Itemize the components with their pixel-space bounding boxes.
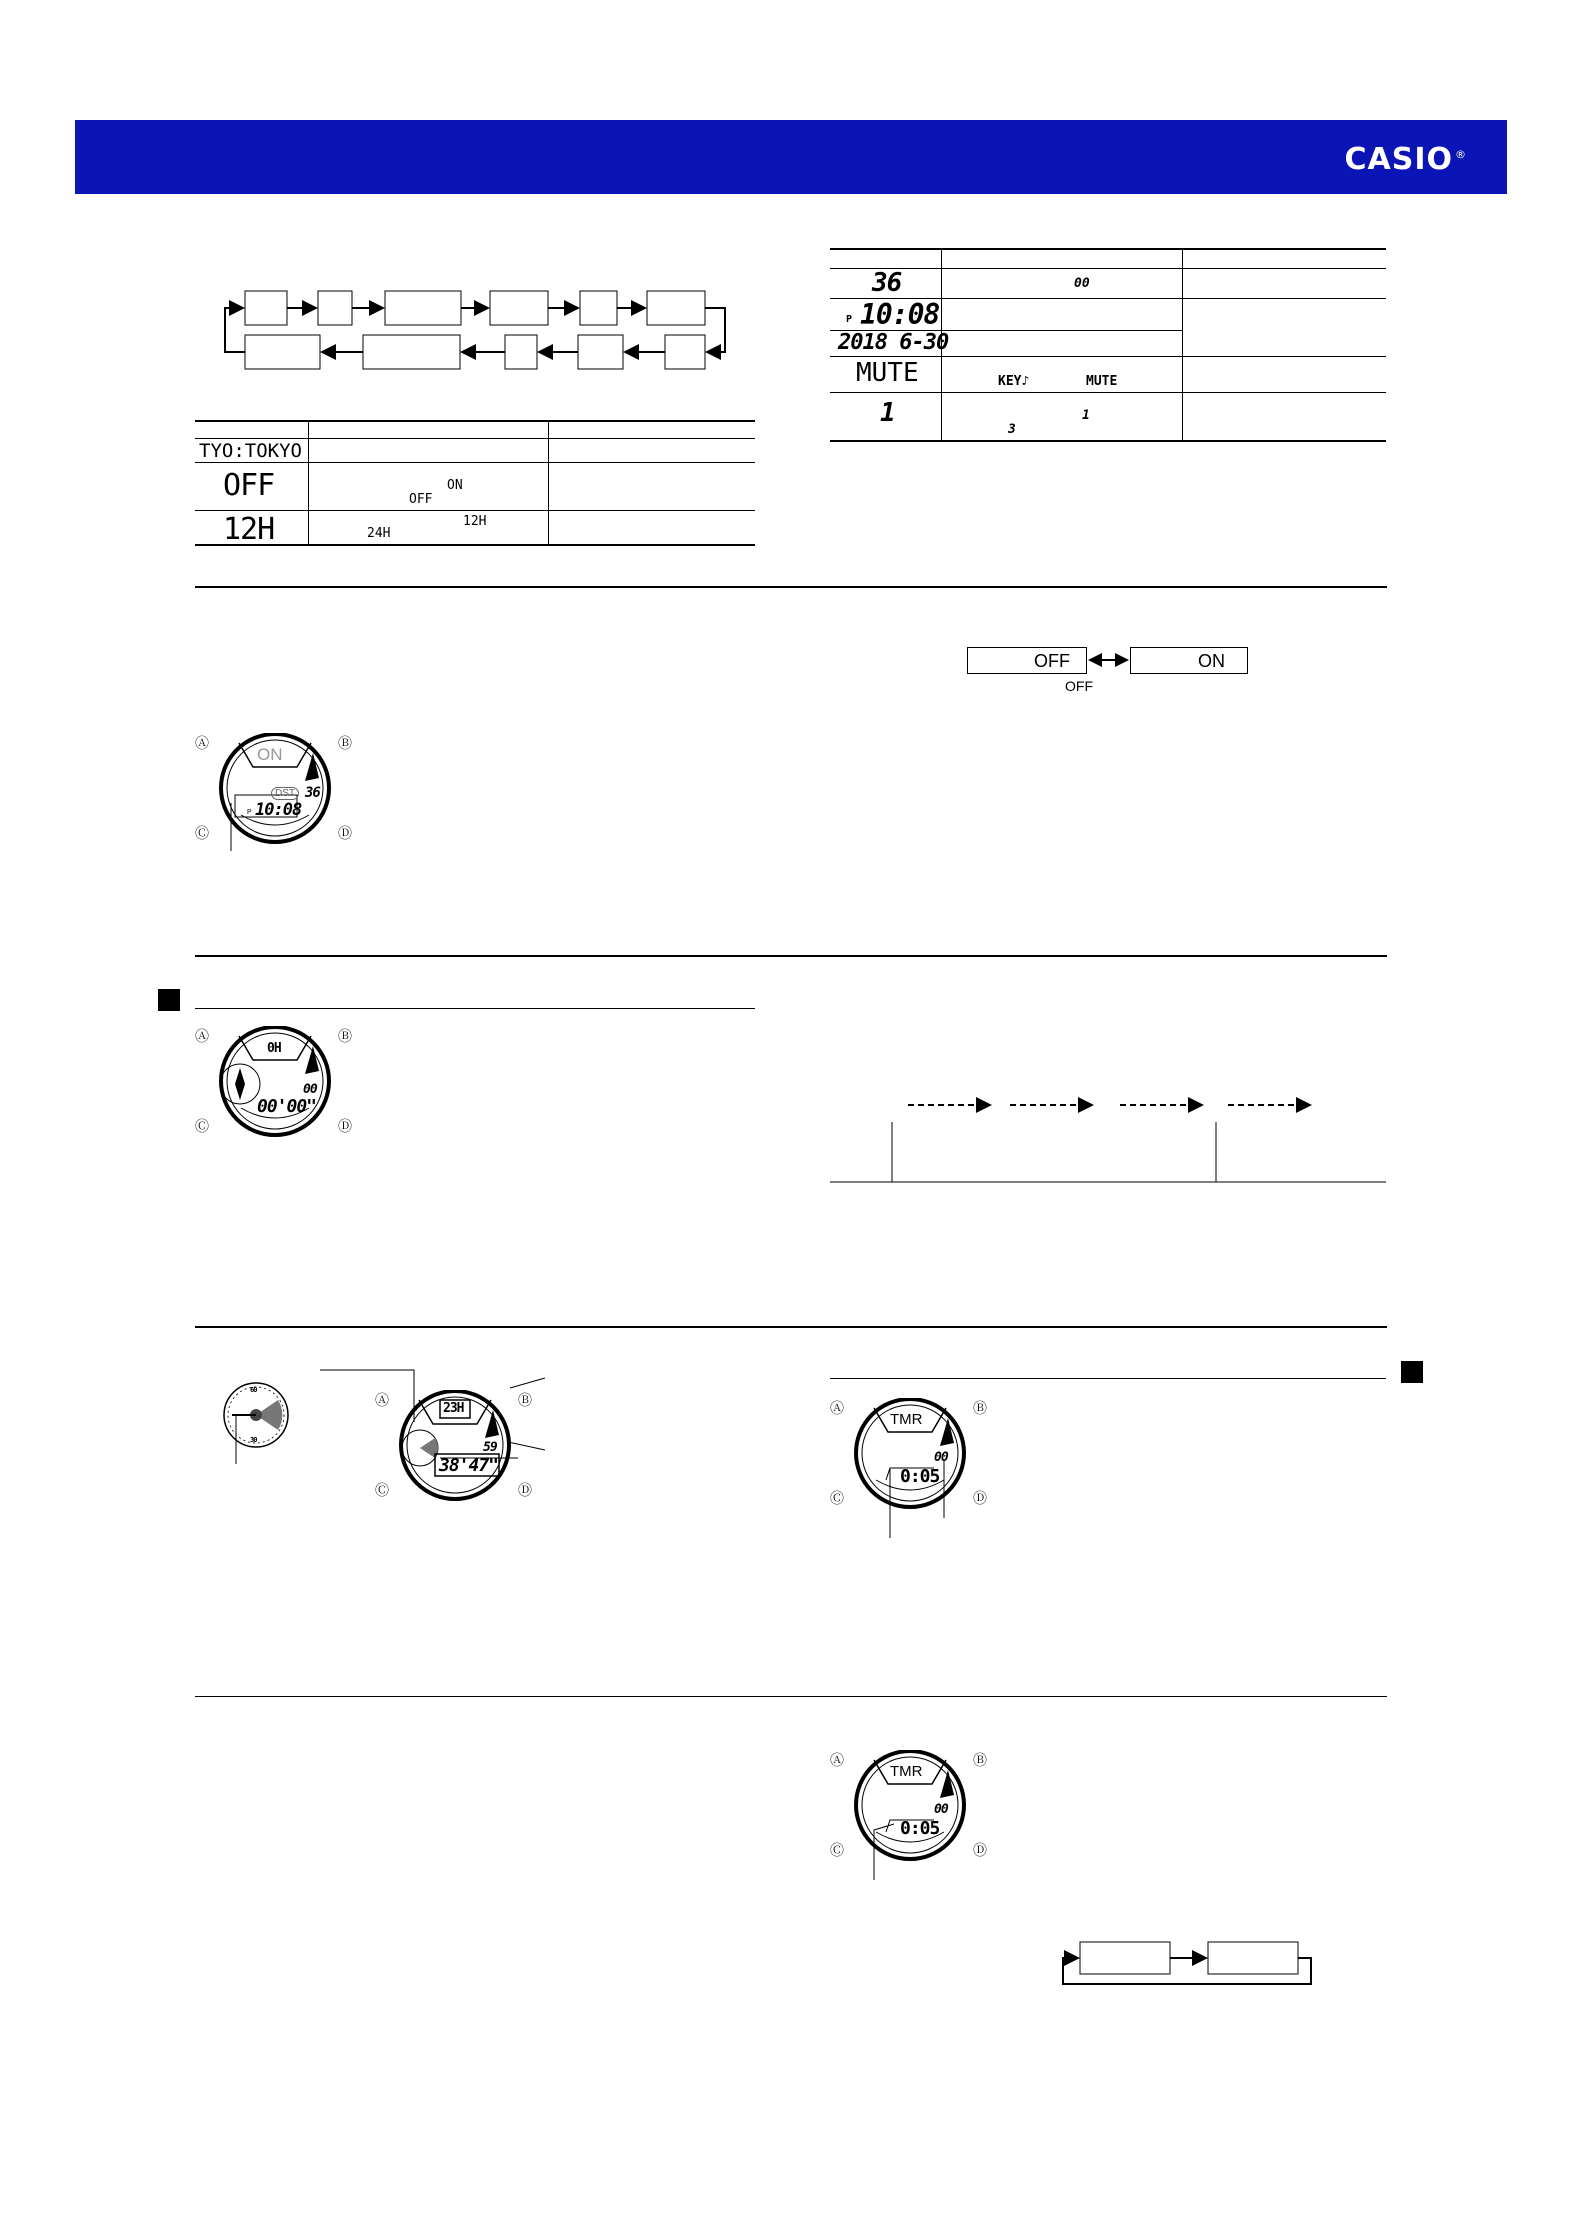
button-b: Ⓑ: [973, 1752, 987, 1768]
seconds-display: 36: [872, 268, 902, 298]
watch-time: 00'00": [257, 1096, 317, 1117]
callout-lines: [320, 1362, 550, 1472]
section-marker: [158, 989, 180, 1011]
button-c: Ⓒ: [375, 1482, 389, 1498]
button-c: Ⓒ: [195, 825, 209, 841]
date-display: 2018 6-30: [838, 330, 949, 355]
top-display: 0H: [267, 1041, 281, 1056]
button-d: Ⓓ: [338, 1118, 352, 1134]
watch-time: 0:05: [900, 1466, 940, 1487]
hour-format-note-12h: 12H: [463, 514, 487, 529]
dst-note-on: ON: [447, 478, 463, 493]
seconds-note: 00: [1074, 276, 1090, 291]
watch-time: 0:05: [900, 1818, 940, 1839]
time-display: 10:08: [860, 298, 940, 331]
ampm-indicator: P: [846, 314, 853, 325]
hour-format-display: 12H: [223, 512, 275, 547]
ampm-indicator: P: [247, 809, 252, 816]
section-divider: [195, 955, 1387, 957]
button-d: Ⓓ: [973, 1490, 987, 1506]
casio-logo: CASIO ®: [1344, 142, 1467, 177]
level-note-1: 1: [1082, 408, 1090, 423]
mute-note: MUTE: [1086, 374, 1118, 389]
dst-on-box: ON: [1130, 647, 1248, 674]
toggle-arrow: [1085, 652, 1133, 668]
watch-seconds: 59: [483, 1440, 497, 1455]
button-d: Ⓓ: [973, 1842, 987, 1858]
mode-flow-diagram: [210, 285, 740, 375]
top-display: ON: [257, 745, 283, 764]
dst-display: OFF: [223, 468, 275, 503]
watch-seconds: 00: [934, 1802, 948, 1817]
level-note-3: 3: [1008, 422, 1016, 437]
button-a: Ⓐ: [830, 1752, 844, 1768]
city-display: TYO:TOKYO: [199, 440, 302, 462]
watch-stopwatch: [195, 1026, 355, 1146]
watch-timer-2: [830, 1750, 990, 1885]
watch-seconds: 36: [305, 785, 320, 801]
section-divider: [195, 1326, 1387, 1328]
watch-dst: [195, 733, 355, 853]
dst-note-off: OFF: [409, 492, 433, 507]
button-b: Ⓑ: [338, 1028, 352, 1044]
button-a: Ⓐ: [375, 1392, 389, 1408]
section-divider: [195, 1696, 1387, 1697]
watch-seconds: 00: [934, 1450, 948, 1465]
small-dial: [218, 1380, 298, 1470]
button-b: Ⓑ: [338, 735, 352, 751]
dst-off-box: OFF: [967, 647, 1087, 674]
subsection-rule: [830, 1378, 1386, 1379]
top-display: TMR: [890, 1411, 923, 1428]
section-divider: [195, 586, 1387, 588]
loop-diagram: [1055, 1938, 1315, 1988]
button-b: Ⓑ: [518, 1392, 532, 1408]
button-a: Ⓐ: [830, 1400, 844, 1416]
watch-timer-1: [830, 1398, 990, 1538]
button-c: Ⓒ: [830, 1842, 844, 1858]
button-d: Ⓓ: [518, 1482, 532, 1498]
button-c: Ⓒ: [830, 1490, 844, 1506]
dial-label-bottom: 30: [250, 1436, 257, 1444]
hour-format-note-24h: 24H: [367, 526, 391, 541]
button-b: Ⓑ: [973, 1400, 987, 1416]
button-a: Ⓐ: [195, 1028, 209, 1044]
mute-display: MUTE: [856, 358, 919, 388]
level-display: 1: [880, 398, 895, 428]
button-a: Ⓐ: [195, 735, 209, 751]
top-display: TMR: [890, 1763, 923, 1780]
hours-display: 23H: [443, 1401, 464, 1416]
watch-seconds: 00: [303, 1082, 317, 1097]
button-d: Ⓓ: [338, 825, 352, 841]
dst-badge: DST: [271, 787, 299, 800]
dst-off-caption: OFF: [1065, 678, 1093, 694]
timeline-diagram: [830, 1090, 1390, 1190]
watch-time: 10:08: [255, 800, 302, 820]
subsection-rule: [195, 1008, 755, 1009]
watch-time: 38'47": [439, 1455, 499, 1476]
key-sound-note: KEY♪: [998, 374, 1030, 389]
button-c: Ⓒ: [195, 1118, 209, 1134]
dial-label-top: 60: [250, 1386, 257, 1394]
header-bar: [75, 120, 1507, 194]
section-marker: [1401, 1361, 1423, 1383]
